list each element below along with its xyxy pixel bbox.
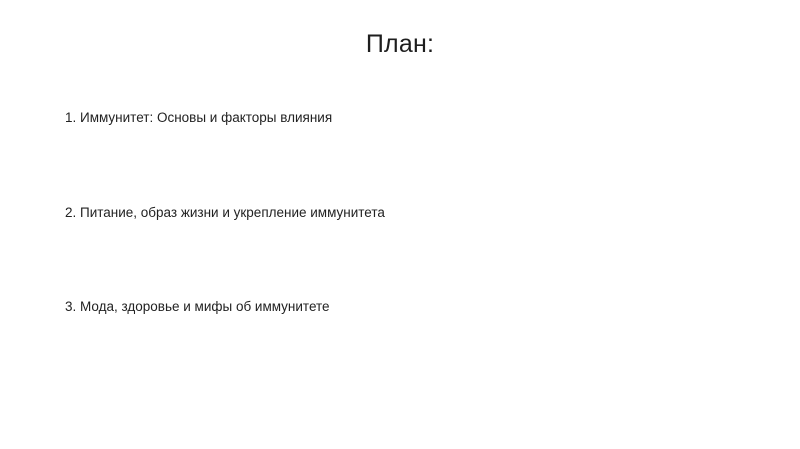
slide-title: План: bbox=[365, 30, 435, 58]
plan-item-3: 3. Мода, здоровье и мифы об иммунитете bbox=[65, 299, 330, 314]
plan-item-1: 1. Иммунитет: Основы и факторы влияния bbox=[65, 110, 333, 125]
plan-item-2: 2. Питание, образ жизни и укрепление иммунитета bbox=[65, 205, 385, 220]
